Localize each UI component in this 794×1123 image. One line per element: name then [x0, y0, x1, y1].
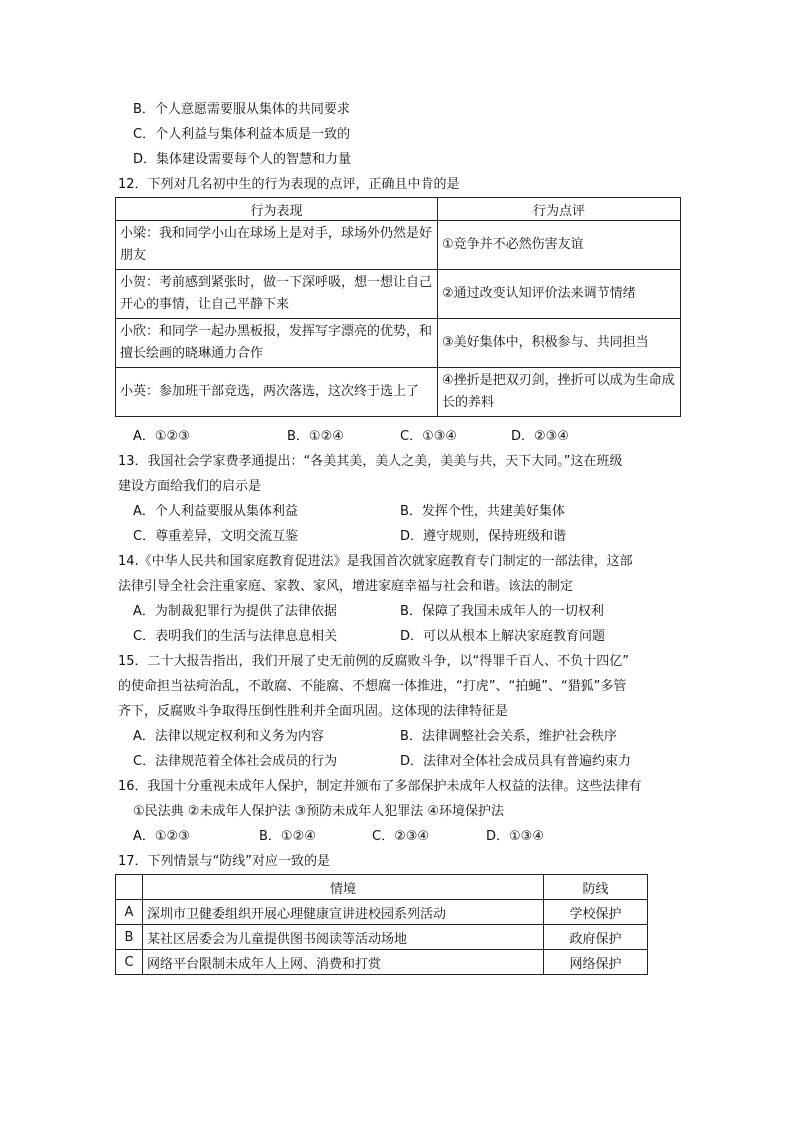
situation-cell: 某社区居委会为儿童提供图书阅读等活动场地 [143, 925, 544, 950]
table-row [116, 368, 681, 417]
q16-stem-line1: 16．我国十分重视未成年人保护，制定并颁布了多部保护未成年人权益的法律。这些法律有 [118, 779, 642, 794]
q11-option-d: D．集体建设需要每个人的智慧和力量 [133, 152, 352, 167]
q16-option-b: B．①②④ [259, 829, 316, 844]
situation-cell: 深圳市卫健委组织开展心理健康宣讲进校园系列活动 [143, 900, 544, 925]
comment-cell: ①竞争并不必然伤害友谊 [438, 221, 681, 270]
q12-option-a: A．①②③ [133, 429, 190, 444]
q13-option-b: B．发挥个性，共建美好集体 [400, 504, 565, 519]
q16-option-a: A．①②③ [133, 829, 190, 844]
behavior-cell: 小欣：和同学一起办黑板报，发挥写字漂亮的优势，和擅长绘画的晓琳通力合作 [116, 319, 438, 368]
table-row [116, 925, 648, 950]
q15-stem-line2: 的使命担当祛疴治乱，不敢腐、不能腐、不想腐一体推进，“打虎”、“拍蝇”、“猎狐”多管 [118, 679, 627, 694]
q12-option-b: B．①②④ [287, 429, 344, 444]
q14-stem-line2: 法律引导全社会注重家庭、家教、家风，增进家庭幸福与社会和谐。该法的制定 [118, 579, 574, 594]
behavior-cell: 小梁：我和同学小山在球场上是对手，球场外仍然是好朋友 [116, 221, 438, 270]
q15-option-b: B．法律调整社会关系，维护社会秩序 [400, 729, 617, 744]
behavior-cell: 小英：参加班干部竞选，两次落选，这次终于选上了 [116, 368, 438, 417]
q13-stem-line2: 建设方面给我们的启示是 [118, 479, 262, 494]
q12-option-d: D．②③④ [511, 429, 569, 444]
defense-cell: 政府保护 [544, 925, 648, 950]
q11-option-c: C．个人利益与集体利益本质是一致的 [133, 127, 351, 142]
q13-option-d: D．遵守规则，保持班级和谐 [400, 529, 567, 544]
comment-cell: ④挫折是把双刃剑，挫折可以成为生命成长的养料 [438, 368, 681, 417]
q17-stem: 17．下列情景与“防线”对应一致的是 [118, 854, 331, 869]
q11-option-b: B．个人意愿需要服从集体的共同要求 [133, 102, 350, 117]
q12-stem: 12．下列对几名初中生的行为表现的点评，正确且中肯的是 [118, 177, 460, 192]
defense-cell: 网络保护 [544, 950, 648, 975]
q15-option-d: D．法律对全体社会成员具有普遍约束力 [400, 754, 632, 769]
situation-cell: 网络平台限制未成年人上网、消费和打赏 [143, 950, 544, 975]
q14-option-d: D．可以从根本上解决家庭教育问题 [400, 629, 606, 644]
table-header-row [116, 875, 648, 900]
row-letter: C [116, 950, 143, 975]
q15-stem-line1: 15．二十大报告指出，我们开展了史无前例的反腐败斗争，以“得罪千百人、不负十四亿” [118, 654, 630, 669]
q15-option-c: C．法律规范着全体社会成员的行为 [133, 754, 338, 769]
q16-option-d: D．①③④ [486, 829, 544, 844]
table-row [116, 900, 648, 925]
defense-cell: 学校保护 [544, 900, 648, 925]
q16-stem-line2: ①民法典 ②未成年人保护法 ③预防未成年人犯罪法 ④环境保护法 [133, 804, 505, 819]
row-letter: A [116, 900, 143, 925]
q15-stem-line3: 齐下，反腐败斗争取得压倒性胜利并全面巩固。这体现的法律特征是 [118, 704, 509, 719]
table-row [116, 319, 681, 368]
table-row [116, 270, 681, 319]
comment-cell: ②通过改变认知评价法来调节情绪 [438, 270, 681, 319]
behavior-cell: 小贺：考前感到紧张时，做一下深呼吸，想一想让自己开心的事情，让自己平静下来 [116, 270, 438, 319]
q13-option-c: C．尊重差异，文明交流互鉴 [133, 529, 299, 544]
q14-option-a: A．为制裁犯罪行为提供了法律依据 [133, 604, 337, 619]
q15-option-a: A．法律以规定权利和义务为内容 [133, 729, 324, 744]
table-header: 行为点评 [438, 198, 681, 221]
comment-cell: ③美好集体中，积极参与、共同担当 [438, 319, 681, 368]
table-header: 情境 [143, 875, 544, 900]
row-letter: B [116, 925, 143, 950]
q13-stem-line1: 13．我国社会学家费孝通提出：“各美其美，美人之美，美美与共，天下大同。”这在班级 [118, 454, 623, 469]
q14-stem-line1: 14.《中华人民共和国家庭教育促进法》是我国首次就家庭教育专门制定的一部法律，这部 [118, 554, 633, 569]
q17-table [115, 874, 648, 975]
table-header: 防线 [544, 875, 648, 900]
q12-table [115, 197, 681, 417]
q13-option-a: A．个人利益要服从集体利益 [133, 504, 298, 519]
q14-option-c: C．表明我们的生活与法律息息相关 [133, 629, 338, 644]
table-row [116, 221, 681, 270]
table-header-row [116, 198, 681, 221]
q16-option-c: C．②③④ [372, 829, 430, 844]
q12-option-c: C．①③④ [400, 429, 458, 444]
table-header [116, 875, 143, 900]
table-row [116, 950, 648, 975]
q14-option-b: B．保障了我国未成年人的一切权利 [400, 604, 604, 619]
table-header: 行为表现 [116, 198, 438, 221]
